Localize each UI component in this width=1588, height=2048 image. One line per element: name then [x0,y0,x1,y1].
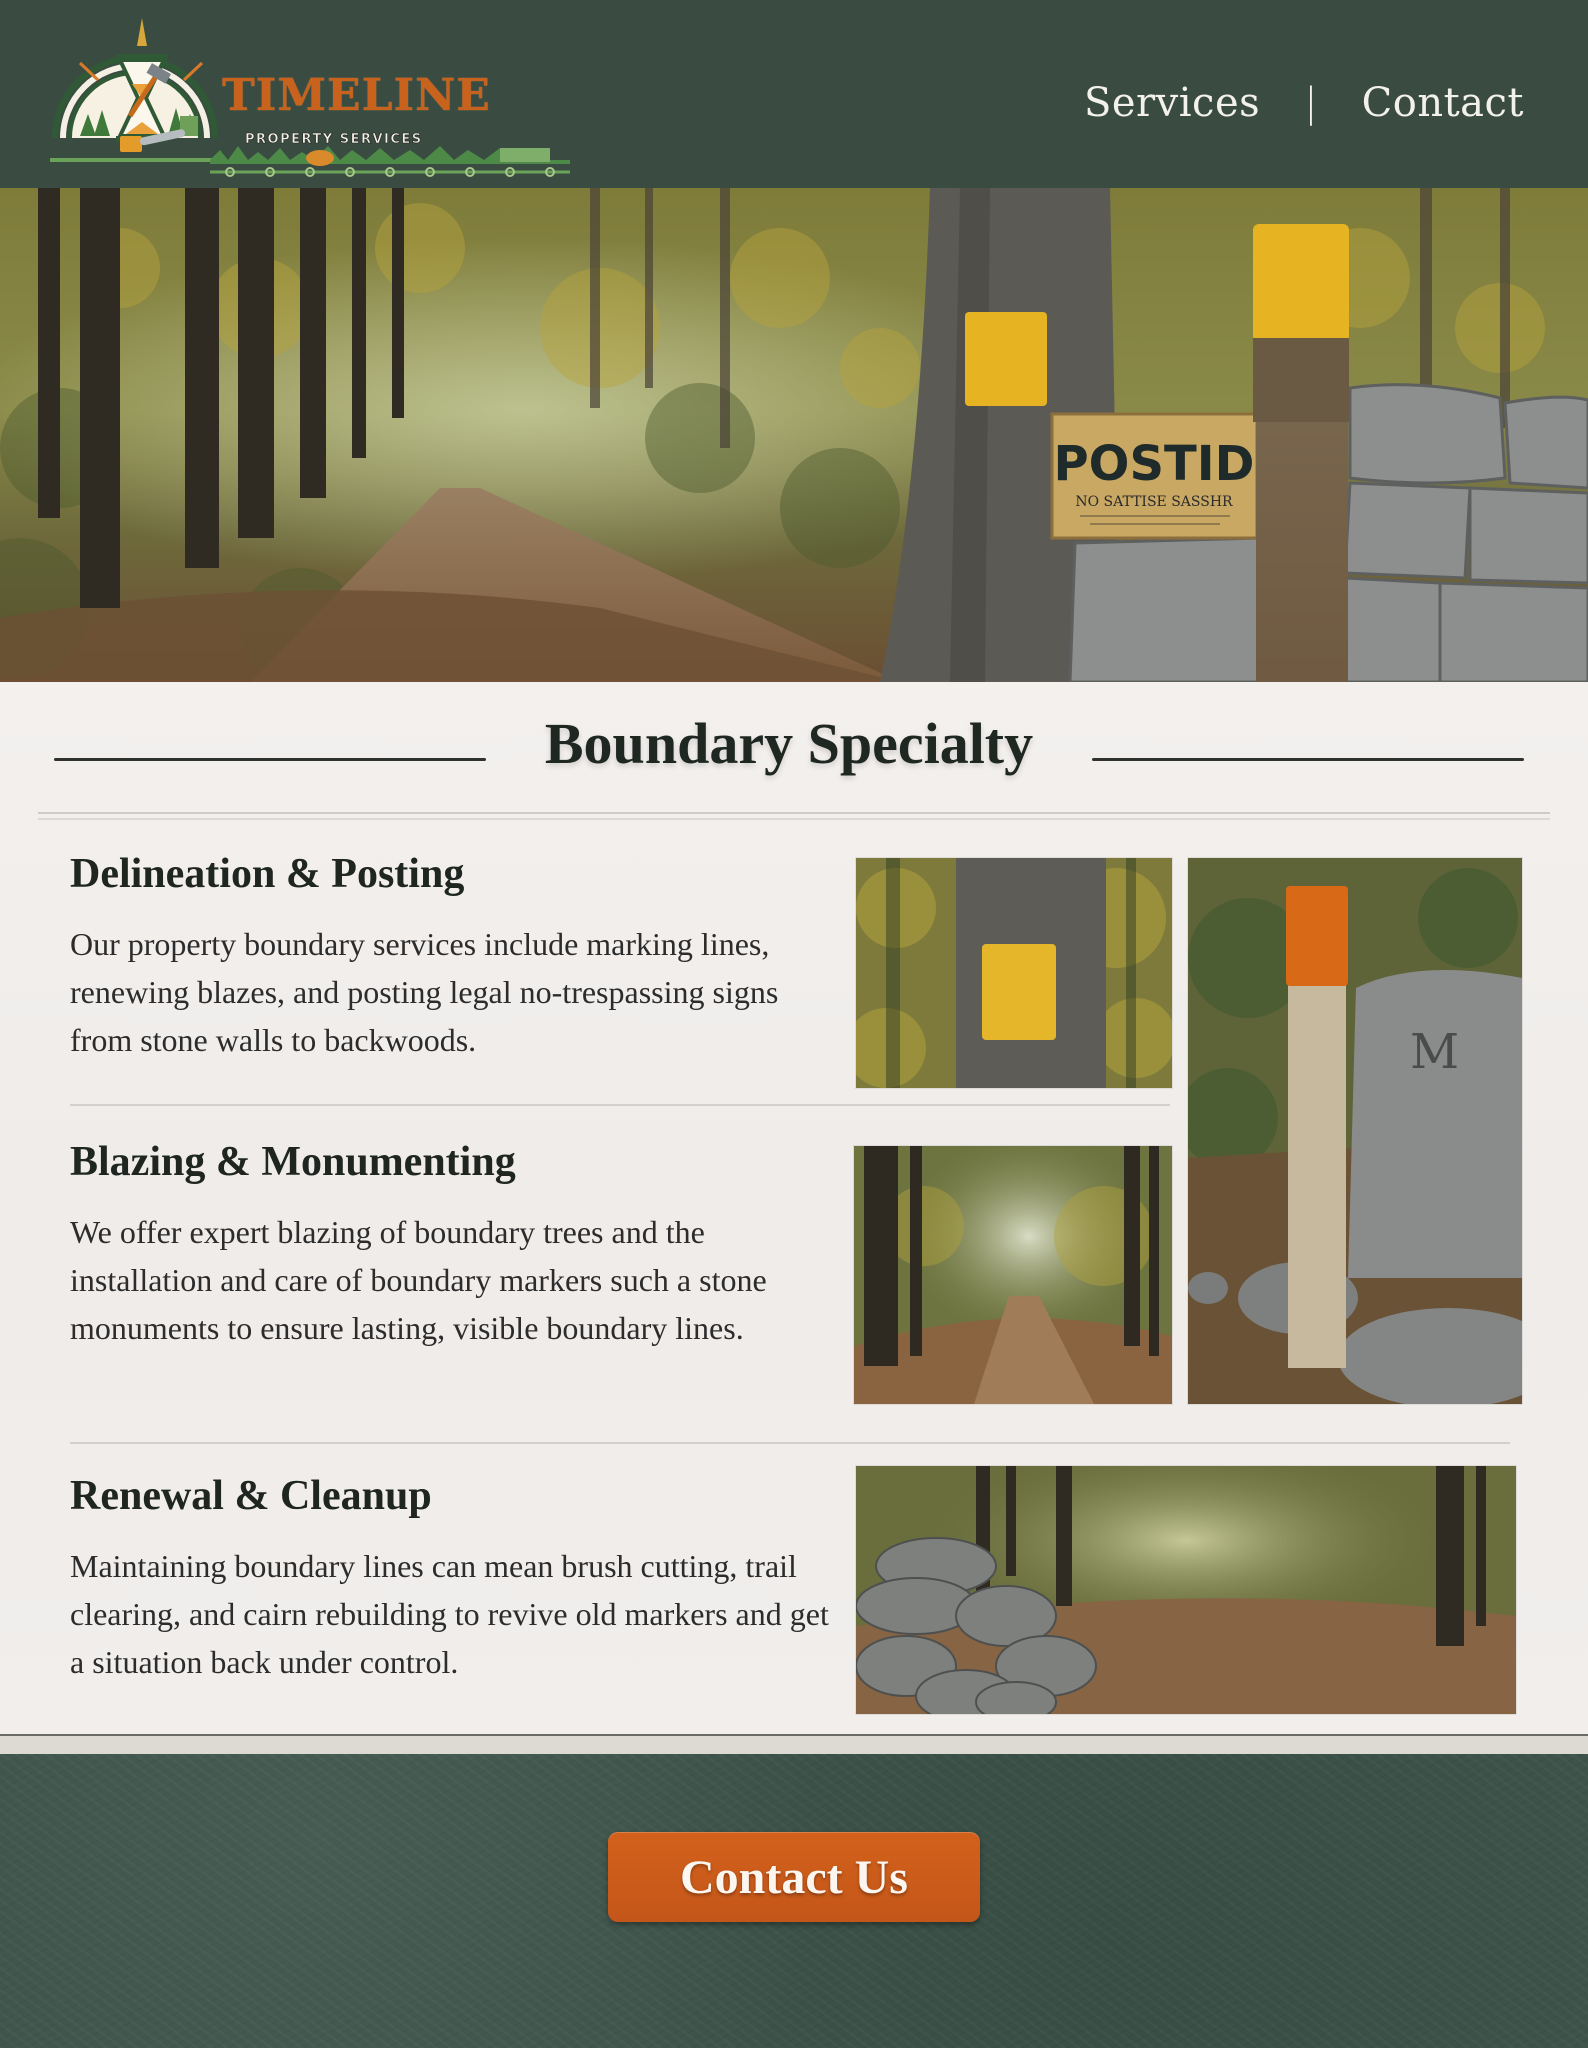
blazed-tree-photo [856,858,1172,1088]
title-rule-right [1092,758,1524,761]
service-divider [70,1442,1510,1444]
site-header [0,0,1588,188]
service-blazing-monumenting [70,1138,850,1352]
hourglass-compass-emblem-icon [50,18,220,168]
service-description: We offer expert blazing of boundary trees and the installation and care of boundary markers such a stone monuments to ensure lasting, visible boundary lines. [70,1214,767,1346]
service-renewal-cleanup [70,1472,830,1686]
service-description: Maintaining boundary lines can mean brush cutting, trail clearing, and cairn rebuilding to revive old markers and get a situation back under control. [70,1548,829,1680]
footer-border [0,1734,1588,1754]
monument-letter: M [1410,1024,1460,1080]
logo-tagline: PROPERTY SERVICES [245,132,423,147]
boundary-post-monument-photo [1188,858,1522,1404]
nav-separator: | [1304,80,1318,126]
service-title: Delineation & Posting [70,851,465,897]
service-description: Our property boundary services include marking lines, renewing blazes, and posting legal no-trespassing signs from stone walls to backwoods. [70,926,779,1058]
service-delineation-posting [70,850,830,1064]
section-title: Boundary Specialty [544,711,1034,776]
treeline-chain-decoration-icon [210,140,570,180]
hero-image [0,188,1588,682]
section-header [54,702,1524,782]
nav-link-services[interactable]: Services [1083,80,1261,126]
service-title: Blazing & Monumenting [70,1139,516,1185]
hero-sign-text: POSTID [1053,436,1255,492]
contact-us-button[interactable]: Contact Us [608,1832,980,1922]
svg-text:NO SATTISE SASSHR: NO SATTISE SASSHR [1075,494,1233,510]
logo-link[interactable] [40,18,540,170]
main-nav [1084,80,1524,126]
section-rule-bottom [38,818,1550,820]
nav-link-contact[interactable]: Contact [1361,80,1524,126]
forest-trail-photo [854,1146,1172,1404]
boundary-specialty-section [0,682,1588,1742]
service-title: Renewal & Cleanup [70,1473,432,1519]
logo-wordmark: TIMELINE [222,70,491,121]
service-divider [70,1104,1170,1106]
stone-cairn-trail-photo [856,1466,1516,1714]
section-rule-top [38,812,1550,814]
forest-boundary-scene-image [0,188,1588,682]
